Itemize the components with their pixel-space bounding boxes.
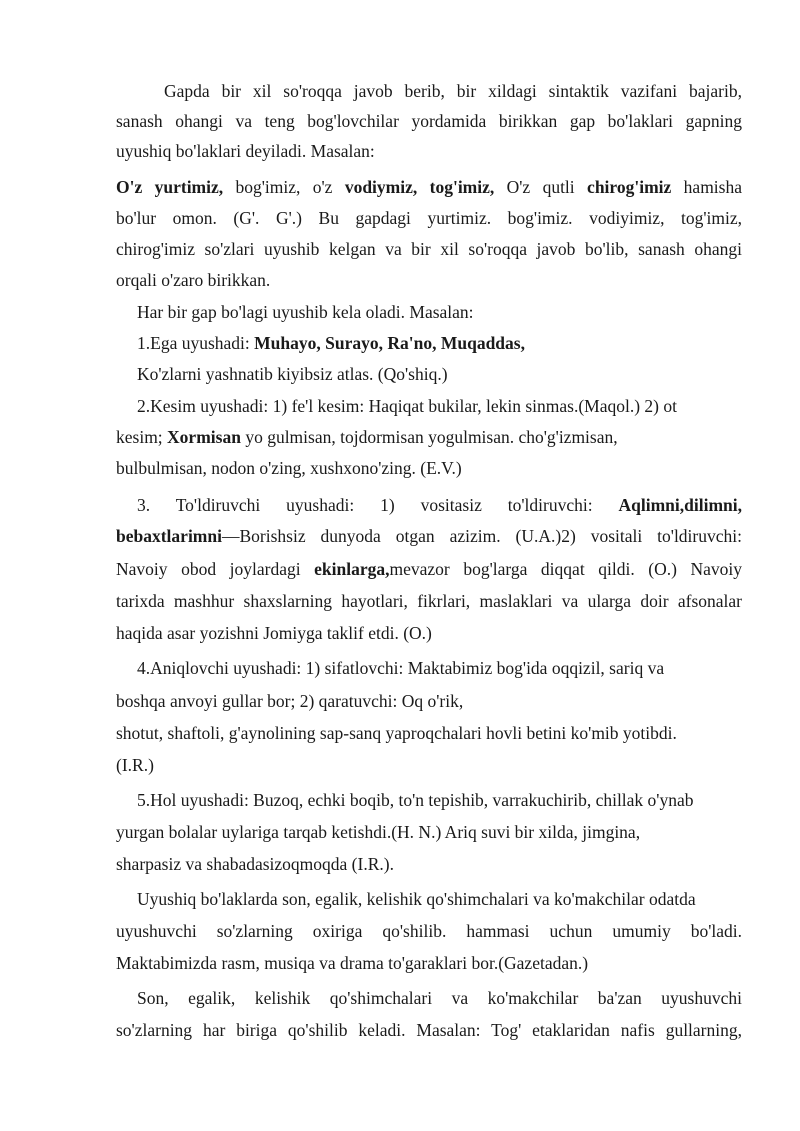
bold-word: chirog'imiz [587,177,672,197]
bold-word: ekinlarga, [314,559,390,579]
text: 3. To'ldiruvchi uyushadi: 1) vositasiz to'ldiruvchi: [137,495,619,515]
paragraph-4-line-2: so'zlarning har biriga qo'shilib keladi. Masalan: Tog' etaklaridan nafis gullarning, [116,1020,742,1040]
paragraph-4-line-1: Son, egalik, kelishik qo'shimchalari va ko'makchilar ba'zan uyushuvchi [137,988,742,1008]
item-5-line-2: yurgan bolalar uylariga tarqab ketishdi.(H. N.) Ariq suvi bir xilda, jimgina, [116,822,641,842]
item-4-line-1: 4.Aniqlovchi uyushadi: 1) sifatlovchi: Maktabimiz bog'ida oqqizil, sariq va [137,658,665,678]
item-5-line-1: 5.Hol uyushadi: Buzoq, echki boqib, to'n tepishib, varrakuchirib, chillak o'ynab [137,790,694,810]
item-3-line-2 [116,525,742,547]
paragraph-1-line-3: uyushiq bo'laklari deyiladi. Masalan: [116,141,375,161]
bold-word: bebaxtlarimni [116,526,222,546]
item-2-line-2 [116,426,618,448]
text: kesim; [116,427,168,447]
item-1-line-1 [137,332,525,354]
text: O'z qutli [494,177,588,197]
text: bog'imiz, o'z [223,177,345,197]
paragraph-3-line-3: Maktabimizda rasm, musiqa va drama to'garaklari bor.(Gazetadan.) [116,953,589,973]
bold-word: Muhayo, Surayo, Ra'no, Muqaddas, [254,333,525,353]
item-3-line-1 [137,494,742,516]
bold-word: Aqlimni,dilimni, [618,495,742,515]
item-3-line-5: haqida asar yozishni Jomiyga taklif etdi. (O.) [116,623,432,643]
item-4-line-3: shotut, shaftoli, g'aynolining sap-sanq yaproqchalari hovli betini ko'mib yotibdi. [116,723,677,743]
item-1-line-2: Ko'zlarni yashnatib kiyibsiz atlas. (Qo'shiq.) [137,364,448,384]
bold-word: vodiymiz, tog'imiz, [344,177,495,197]
paragraph-1-line-1: Gapda bir xil so'roqqa javob berib, bir xildagi sintaktik vazifani bajarib, [164,81,742,101]
item-4-line-2: boshqa anvoyi gullar bor; 2) qaratuvchi: Oq o'rik, [116,691,464,711]
item-2-line-3: bulbulmisan, nodon o'zing, xushxono'zing. (E.V.) [116,458,462,478]
text: yo gulmisan, tojdormisan yogulmisan. cho'g'izmisan, [240,427,618,447]
text: 1.Ega uyushadi: [137,333,255,353]
item-5-line-3: sharpasiz va shabadasizoqmoqda (I.R.). [116,854,394,874]
text: —Borishsiz dunyoda otgan azizim. (U.A.)2) vositali to'ldiruvchi: [221,526,742,546]
example-1-line-4: orqali o'zaro birikkan. [116,270,271,290]
text: hamisha [671,177,742,197]
example-1-line-1 [116,176,742,198]
text: Navoiy obod joylardagi [116,559,315,579]
text: mevazor bog'larga diqqat qildi. (O.) Navoiy [389,559,742,579]
item-2-line-1: 2.Kesim uyushadi: 1) fe'l kesim: Haqiqat bukilar, lekin sinmas.(Maqol.) 2) ot [137,396,677,416]
example-1-line-3: chirog'imiz so'zlari uyushib kelgan va bir xil so'roqqa javob bo'lib, sanash ohangi [116,239,742,259]
example-1-line-2: bo'lur omon. (G'. G'.) Bu gapdagi yurtimiz. bog'imiz. vodiyimiz, tog'imiz, [116,208,742,228]
item-3-line-4: tarixda mashhur shaxslarning hayotlari, fikrlari, maslaklari va ularga doir afsonalar [116,591,742,611]
paragraph-1-line-2: sanash ohangi va teng bog'lovchilar yordamida birikkan gap bo'laklari gapning [116,111,742,131]
paragraph-3-line-1: Uyushiq bo'laklarda son, egalik, kelishik qo'shimchalari va ko'makchilar odatda [137,889,696,909]
bold-word: O'z yurtimiz, [116,177,224,197]
paragraph-2: Har bir gap bo'lagi uyushib kela oladi. Masalan: [137,302,474,322]
item-4-line-4: (I.R.) [116,755,154,775]
item-3-line-3 [116,558,742,580]
bold-word: Xormisan [167,427,241,447]
paragraph-3-line-2: uyushuvchi so'zlarning oxiriga qo'shilib. hammasi uchun umumiy bo'ladi. [116,921,742,941]
